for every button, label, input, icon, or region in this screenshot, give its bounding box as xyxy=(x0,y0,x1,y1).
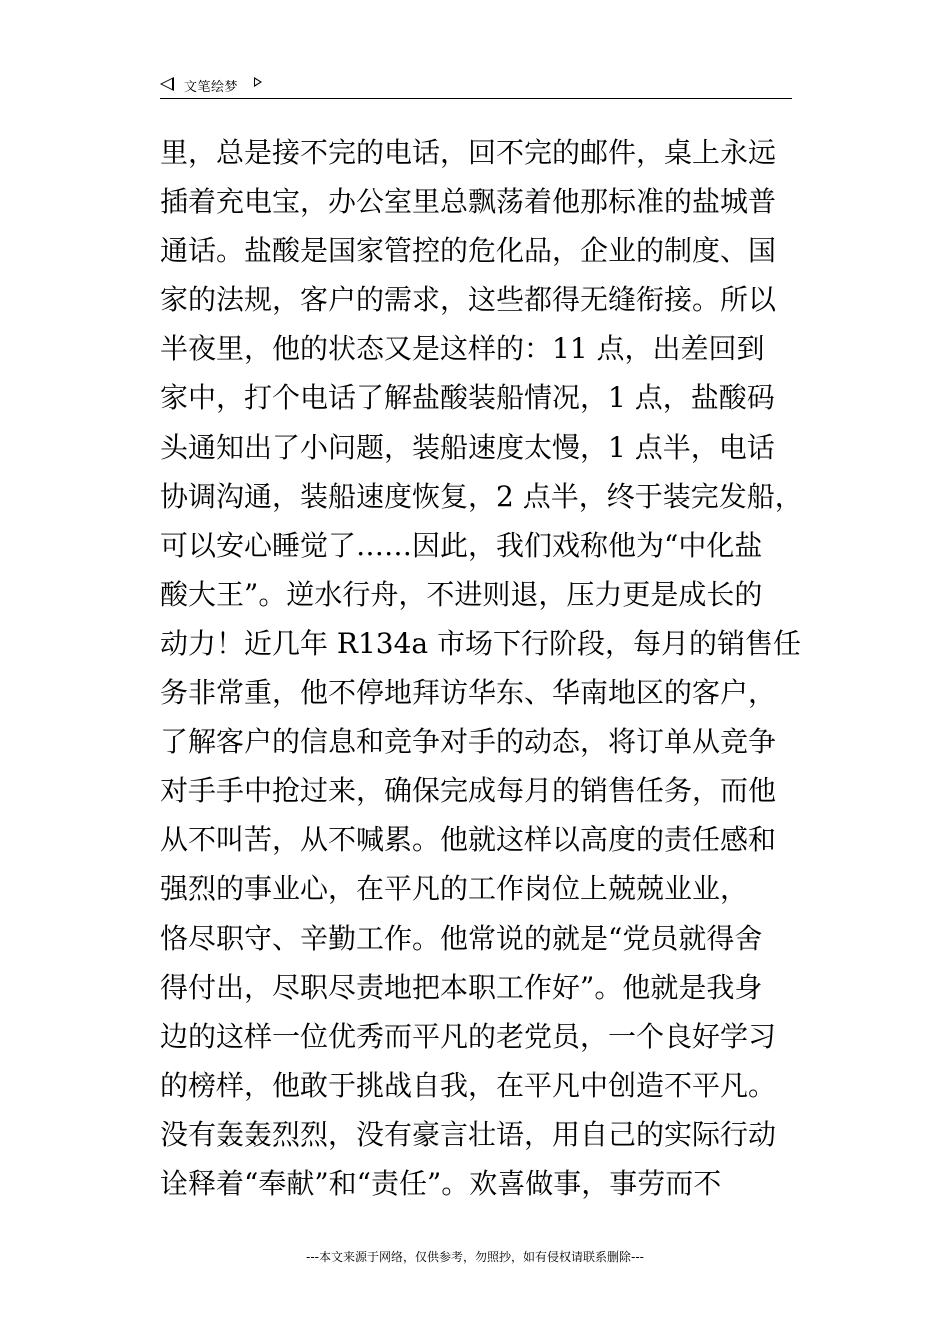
body-line: 头通知出了小问题，装船速度太慢，1 点半，电话 xyxy=(160,430,775,464)
body-line: 了解客户的信息和竞争对手的动态，将订单从竞争 xyxy=(160,725,777,759)
page-header xyxy=(160,72,792,99)
body-line: 协调沟通，装船速度恢复，2 点半，终于装完发船， xyxy=(160,479,803,513)
body-line: 可以安心睡觉了……因此，我们戏称他为“中化盐 xyxy=(160,528,763,562)
body-line: 动力！近几年 R134a 市场下行阶段，每月的销售任 xyxy=(160,626,802,660)
article-body xyxy=(160,128,803,1208)
body-line: 家的法规，客户的需求，这些都得无缝衔接。所以 xyxy=(160,283,777,317)
body-line: 通话。盐酸是国家管控的危化品，企业的制度、国 xyxy=(160,234,777,268)
body-line: 酸大王”。逆水行舟，不进则退，压力更是成长的 xyxy=(160,577,763,611)
body-line: 恪尽职守、辛勤工作。他常说的就是“党员就得舍 xyxy=(160,921,763,955)
body-line: 没有轰轰烈烈，没有豪言壮语，用自己的实际行动 xyxy=(160,1117,777,1151)
body-line: 得付出，尽职尽责地把本职工作好”。他就是我身 xyxy=(160,970,763,1004)
body-line: 强烈的事业心，在平凡的工作岗位上兢兢业业， xyxy=(160,872,749,906)
body-line: 半夜里，他的状态又是这样的：11 点，出差回到 xyxy=(160,332,765,366)
body-line: 边的这样一位优秀而平凡的老党员，一个良好学习 xyxy=(160,1019,777,1053)
body-line: 家中，打个电话了解盐酸装船情况，1 点，盐酸码 xyxy=(160,381,775,415)
body-line: 从不叫苦，从不喊累。他就这样以高度的责任感和 xyxy=(160,823,777,857)
body-line: 务非常重，他不停地拜访华东、华南地区的客户， xyxy=(160,676,777,710)
triangle-right-icon xyxy=(254,77,262,87)
body-line: 插着充电宝，办公室里总飘荡着他那标准的盐城普 xyxy=(160,185,777,219)
body-line: 对手手中抢过来，确保完成每月的销售任务，而他 xyxy=(160,774,777,808)
body-line: 的榜样，他敢于挑战自我，在平凡中创造不平凡。 xyxy=(160,1068,777,1102)
footer-notice: ---本文来源于网络，仅供参考，勿照抄，如有侵权请联系删除--- xyxy=(306,1250,644,1264)
body-line: 诠释着“奉献”和“责任”。欢喜做事，事劳而不 xyxy=(160,1166,722,1200)
triangle-left-icon xyxy=(160,77,174,91)
body-line: 里，总是接不完的电话，回不完的邮件，桌上永远 xyxy=(160,136,777,169)
brand-name: 文笔绘梦 xyxy=(184,80,239,95)
